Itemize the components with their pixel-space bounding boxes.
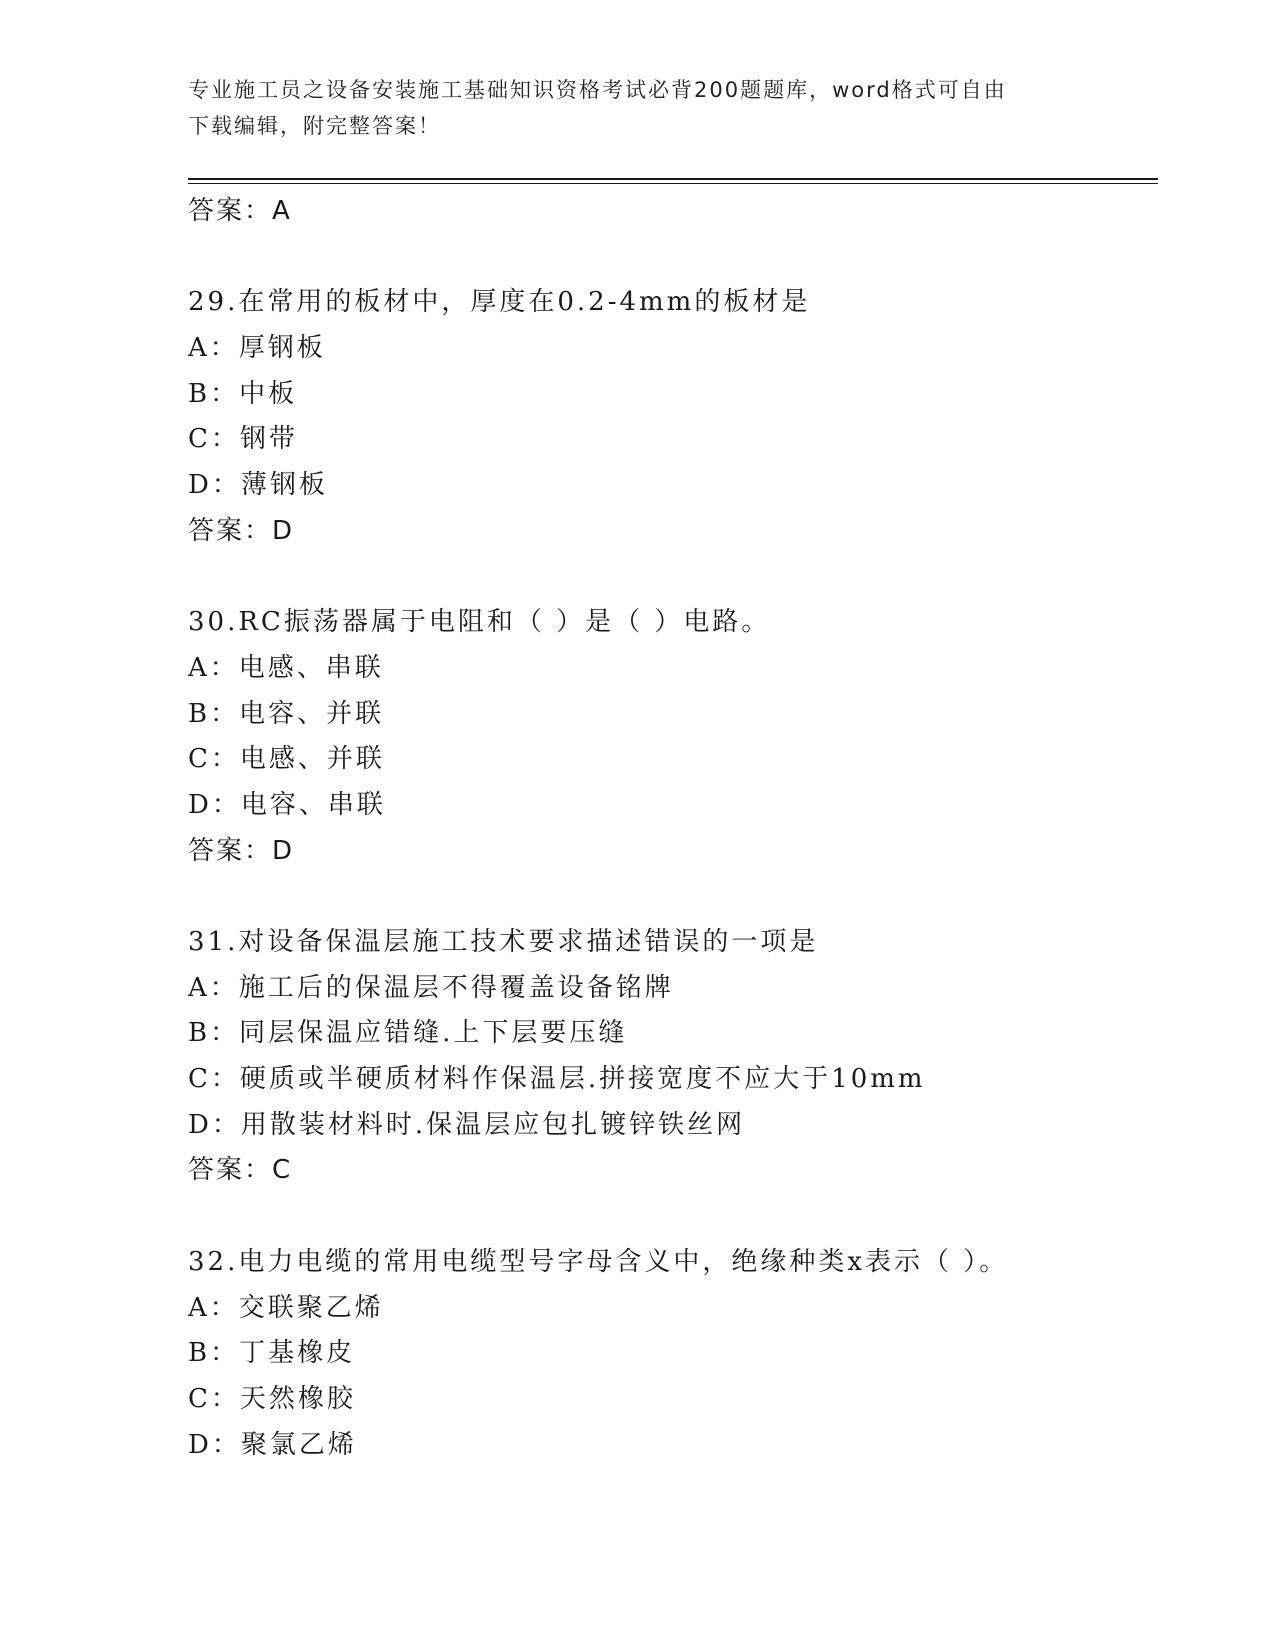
option-c: C：钢带 bbox=[188, 424, 298, 455]
previous-answer: 答案：A bbox=[188, 196, 292, 226]
spacer bbox=[188, 235, 1158, 281]
option-a: A：交联聚乙烯 bbox=[188, 1292, 384, 1323]
option-d: D：电容、串联 bbox=[188, 789, 386, 820]
header-line-2: 下载编辑，附完整答案！ bbox=[188, 114, 441, 138]
option-c: C：电感、并联 bbox=[188, 744, 385, 775]
option-b: B：中板 bbox=[188, 378, 298, 409]
option-c: C：硬质或半硬质材料作保温层.拼接宽度不应大于10mm bbox=[188, 1064, 926, 1095]
option-a: A：施工后的保温层不得覆盖设备铭牌 bbox=[188, 972, 674, 1003]
spacer bbox=[188, 1194, 1158, 1240]
header-divider-thick bbox=[188, 178, 1158, 180]
option-b: B：同层保温应错缝.上下层要压缝 bbox=[188, 1018, 628, 1049]
question-list bbox=[188, 189, 1158, 1468]
option-b: B：电容、并联 bbox=[188, 698, 385, 729]
question-32 bbox=[188, 1240, 1158, 1468]
question-30 bbox=[188, 600, 1158, 874]
spacer bbox=[188, 874, 1158, 920]
question-31 bbox=[188, 920, 1158, 1194]
document-header bbox=[188, 72, 1068, 144]
option-d: D：薄钢板 bbox=[188, 470, 328, 501]
option-a: A：厚钢板 bbox=[188, 333, 326, 364]
spacer bbox=[188, 555, 1158, 601]
question-stem: 32.电力电缆的常用电缆型号字母含义中，绝缘种类x表示（ ）。 bbox=[188, 1246, 1009, 1277]
option-a: A：电感、串联 bbox=[188, 652, 384, 683]
header-line-1: 专业施工员之设备安装施工基础知识资格考试必背200题题库，word格式可自由 bbox=[188, 78, 1007, 102]
question-stem: 29.在常用的板材中，厚度在0.2-4mm的板材是 bbox=[188, 287, 811, 318]
option-d: D：用散装材料时.保温层应包扎镀锌铁丝网 bbox=[188, 1109, 746, 1140]
header-divider-thin bbox=[188, 183, 1158, 184]
option-c: C：天然橡胶 bbox=[188, 1383, 356, 1414]
answer: 答案：D bbox=[188, 835, 295, 866]
option-b: B：丁基橡皮 bbox=[188, 1338, 356, 1369]
answer: 答案：C bbox=[188, 1155, 293, 1186]
question-stem: 30.RC振荡器属于电阻和（ ）是（ ）电路。 bbox=[188, 607, 771, 638]
option-d: D：聚氯乙烯 bbox=[188, 1429, 357, 1460]
answer: 答案：D bbox=[188, 515, 295, 546]
question-stem: 31.对设备保温层施工技术要求描述错误的一项是 bbox=[188, 927, 819, 957]
question-29 bbox=[188, 280, 1158, 554]
